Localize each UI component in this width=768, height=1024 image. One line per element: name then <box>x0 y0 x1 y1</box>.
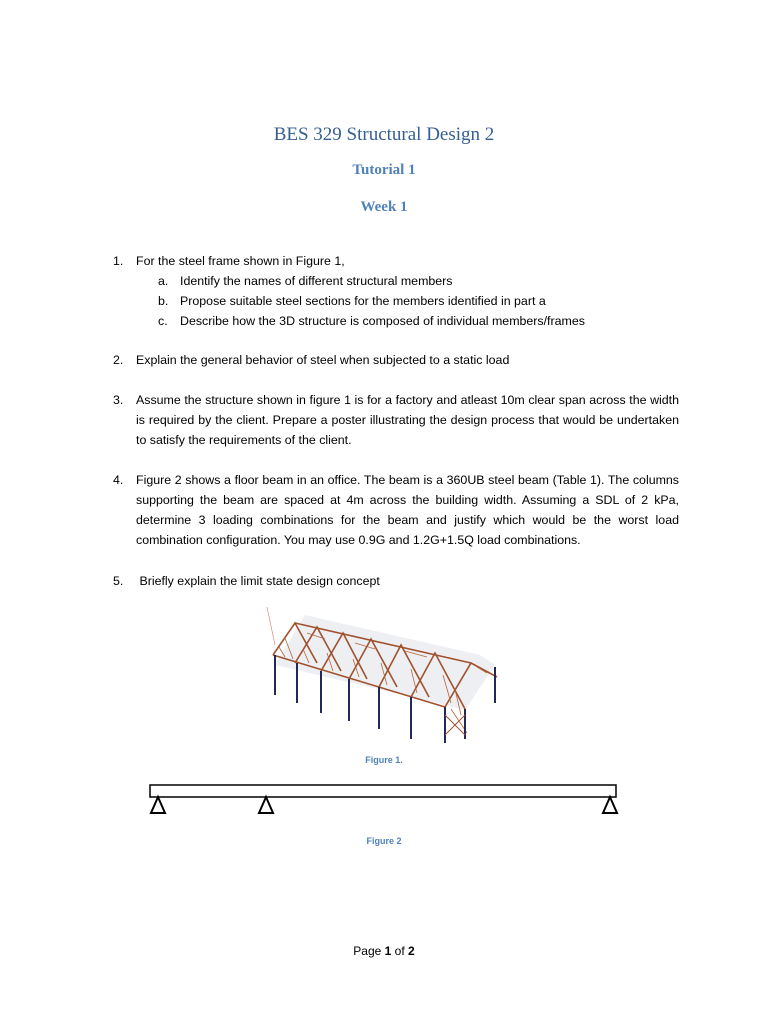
figure-2-caption: Figure 2 <box>366 836 402 846</box>
tutorial-subtitle: Tutorial 1 <box>352 162 416 178</box>
subitem-text: Describe how the 3D structure is composed of individual members/frames <box>180 314 585 328</box>
question-text: Figure 2 shows a floor beam in an office. The beam is a 360UB steel beam (Table 1). The columns supporting the beam are spaced at 4m across the building width. Assuming a SDL of 2 kPa, determine 3 loading combinations for the beam and justify which would be the worst load combination configuration. You may use 0.9G and 1.2G+1.5Q load combinations. <box>136 473 679 547</box>
question-text: Explain the general behavior of steel when subjected to a static load <box>136 353 510 367</box>
steel-frame-figure <box>265 605 505 745</box>
subitem-letter: a. <box>158 274 169 288</box>
support-triangle <box>259 797 273 813</box>
question-number: 4. <box>113 473 124 487</box>
floor-beam <box>150 785 616 797</box>
page-total: 2 <box>408 944 415 958</box>
question-text: Briefly explain the limit state design concept <box>136 574 380 588</box>
beam-figure <box>140 780 630 820</box>
page-prefix: Page <box>353 944 385 958</box>
question-text: Assume the structure shown in figure 1 is for a factory and atleast 10m clear span across the width is required by the client. Prepare a poster illustrating the design process that would be undertaken to satisfy the requirements of the client. <box>136 393 679 447</box>
question-number: 2. <box>113 353 124 367</box>
page-current: 1 <box>384 944 392 958</box>
question-2 <box>113 350 679 370</box>
question-1 <box>113 251 679 271</box>
page-of: of <box>391 944 409 958</box>
figure-1-caption: Figure 1. <box>365 755 403 765</box>
question-5 <box>113 571 679 591</box>
question-number: 5. <box>113 574 124 588</box>
subitem-letter: c. <box>158 314 168 328</box>
document-title: BES 329 Structural Design 2 <box>273 124 495 145</box>
page-number <box>0 944 768 958</box>
question-number: 3. <box>113 393 124 407</box>
subitem-text: Identify the names of different structural members <box>180 274 453 288</box>
question-text: For the steel frame shown in Figure 1, <box>136 254 345 268</box>
week-label: Week 1 <box>360 199 408 215</box>
question-3 <box>113 390 679 450</box>
question-4 <box>113 470 679 550</box>
question-number: 1. <box>113 254 124 268</box>
subitem-text: Propose suitable steel sections for the members identified in part a <box>180 294 546 308</box>
support-triangle <box>603 797 617 813</box>
subitem-letter: b. <box>158 294 169 308</box>
support-triangle <box>151 797 165 813</box>
